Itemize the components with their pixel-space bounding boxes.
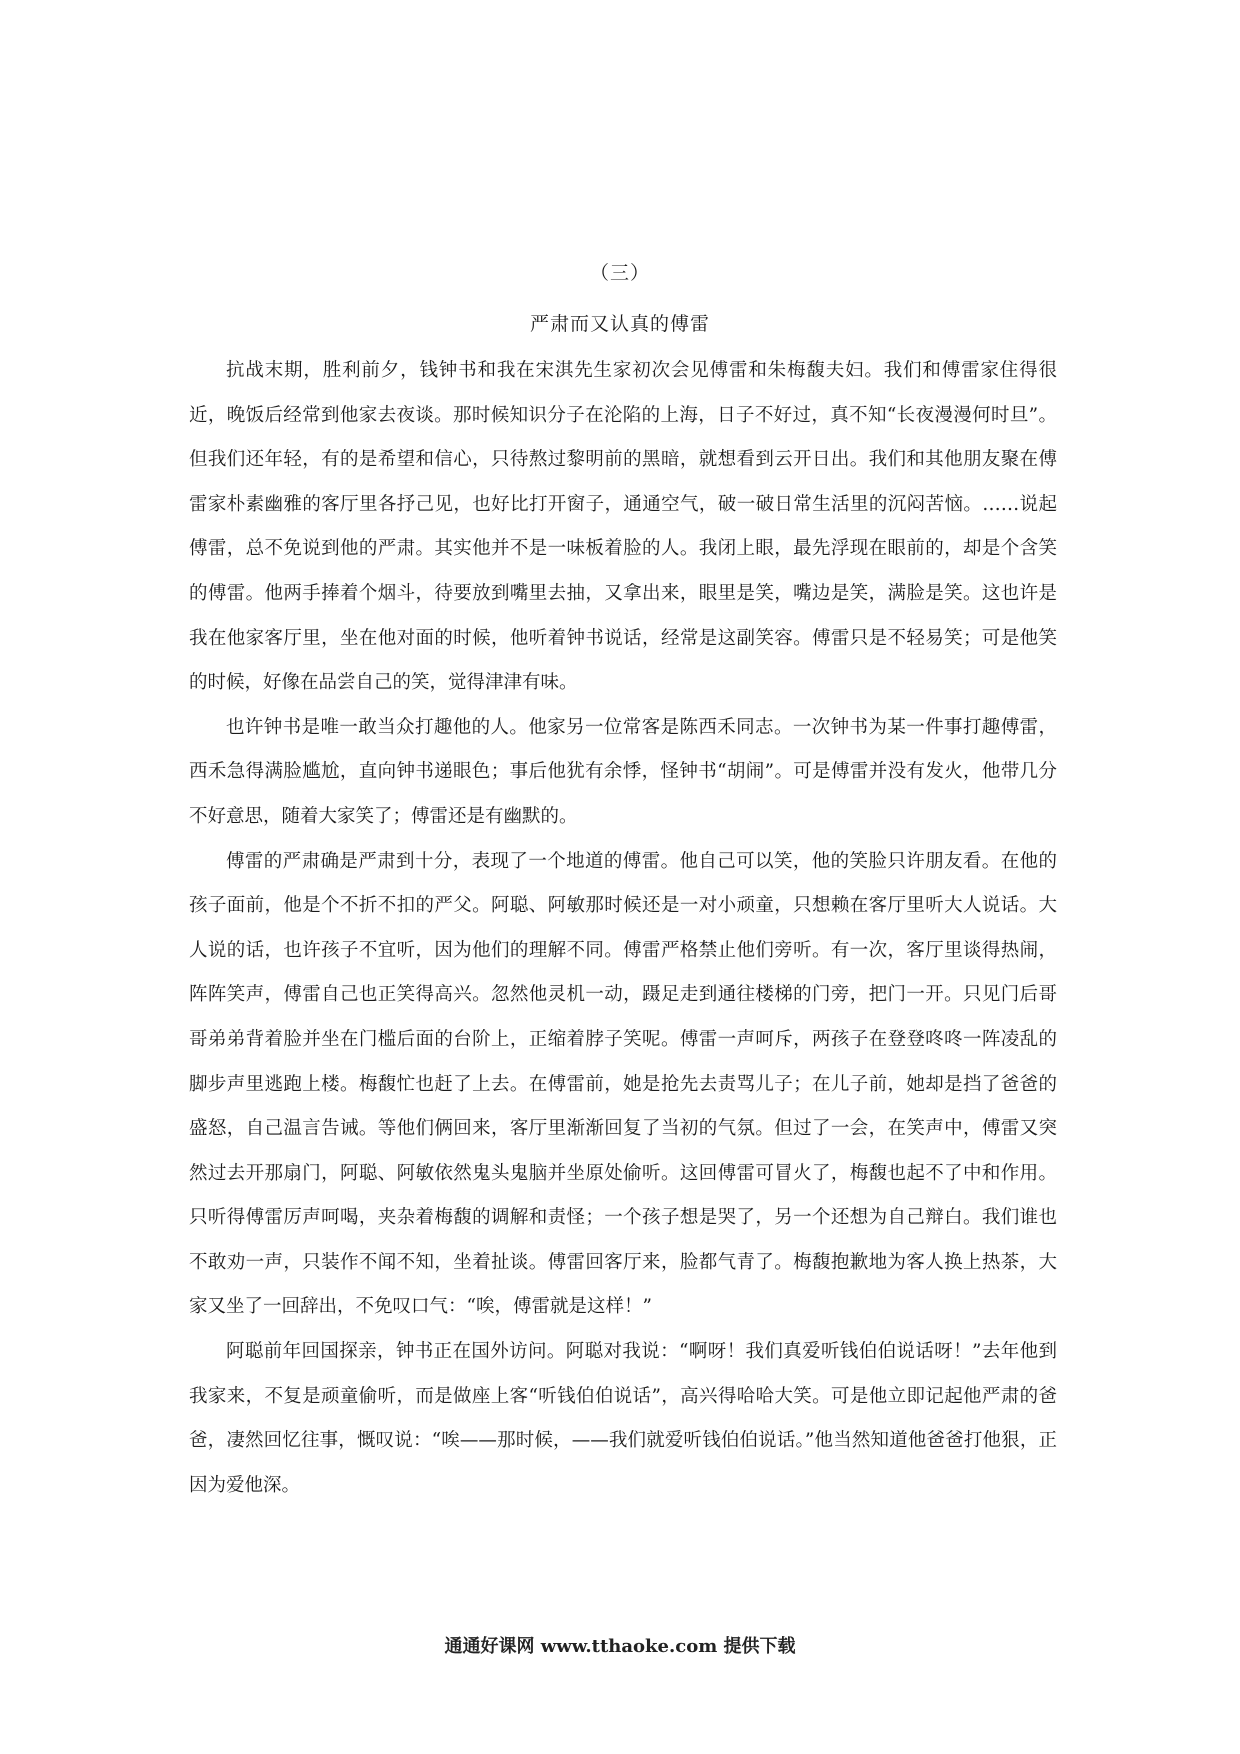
paragraph-1: 抗战末期，胜利前夕，钱钟书和我在宋淇先生家初次会见傅雷和朱梅馥夫妇。我们和傅雷家住得很近，晚饭后经常到他家去夜谈。那时候知识分子在沦陷的上海，日子不好过，真不知“长夜漫漫何时旦”。但我们还年轻，有的是希望和信心，只待熬过黎明前的黑暗，就想看到云开日出。我们和其他朋友聚在傅雷家朴素幽雅的客厅里各抒己见，也好比打开窗子，通通空气，破一破日常生活里的沉闷苦恼。……说起傅雷，总不免说到他的严肃。其实他并不是一味板着脸的人。我闭上眼，最先浮现在眼前的，却是个含笑的傅雷。他两手捧着个烟斗，待要放到嘴里去抽，又拿出来，眼里是笑，嘴边是笑，满脸是笑。这也许是我在他家客厅里，坐在他对面的时候，他听着钟书说话，经常是这副笑容。傅雷只是不轻易笑；可是他笑的时候，好像在品尝自己的笑，觉得津津有味。	[189, 360, 1057, 694]
article-title: 严肃而又认真的傅雷	[529, 313, 710, 335]
footer-source: 通通好课网 www.tthaoke.com 提供下载	[444, 1636, 796, 1657]
paragraph-3: 傅雷的严肃确是严肃到十分，表现了一个地道的傅雷。他自己可以笑，他的笑脸只许朋友看。在他的孩子面前，他是个不折不扣的严父。阿聪、阿敏那时候还是一对小顽童，只想赖在客厅里听大人说话。大人说的话，也许孩子不宜听，因为他们的理解不同。傅雷严格禁止他们旁听。有一次，客厅里谈得热闹，阵阵笑声，傅雷自己也正笑得高兴。忽然他灵机一动，蹑足走到通往楼梯的门旁，把门一开。只见门后哥哥弟弟背着脸并坐在门槛后面的台阶上，正缩着脖子笑呢。傅雷一声呵斥，两孩子在登登咚咚一阵凌乱的脚步声里逃跑上楼。梅馥忙也赶了上去。在傅雷前，她是抢先去责骂儿子；在儿子前，她却是挡了爸爸的盛怒，自己温言告诫。等他们俩回来，客厅里渐渐回复了当初的气氛。但过了一会，在笑声中，傅雷又突然过去开那扇门，阿聪、阿敏依然鬼头鬼脑并坐原处偷听。这回傅雷可冒火了，梅馥也起不了中和作用。只听得傅雷厉声呵喝，夹杂着梅馥的调解和责怪；一个孩子想是哭了，另一个还想为自己辩白。我们谁也不敢劝一声，只装作不闻不知，坐着扯谈。傅雷回客厅来，脸都气青了。梅馥抱歉地为客人换上热茶，大家又坐了一回辞出，不免叹口气：“唉，傅雷就是这样！”	[189, 850, 1057, 1318]
section-number: （三）	[589, 262, 650, 284]
paragraph-4: 阿聪前年回国探亲，钟书正在国外访问。阿聪对我说：“啊呀！我们真爱听钱伯伯说话呀！”去年他到我家来，不复是顽童偷听，而是做座上客“听钱伯伯说话”，高兴得哈哈大笑。可是他立即记起他严肃的爸爸，凄然回忆往事，慨叹说：“唉——那时候，——我们就爱听钱伯伯说话。”他当然知道他爸爸打他狠，正因为爱他深。	[189, 1341, 1057, 1496]
article-body	[189, 349, 1057, 1508]
paragraph-2: 也许钟书是唯一敢当众打趣他的人。他家另一位常客是陈西禾同志。一次钟书为某一件事打趣傅雷，西禾急得满脸尴尬，直向钟书递眼色；事后他犹有余悸，怪钟书“胡闹”。可是傅雷并没有发火，他带几分不好意思，随着大家笑了；傅雷还是有幽默的。	[189, 716, 1057, 827]
